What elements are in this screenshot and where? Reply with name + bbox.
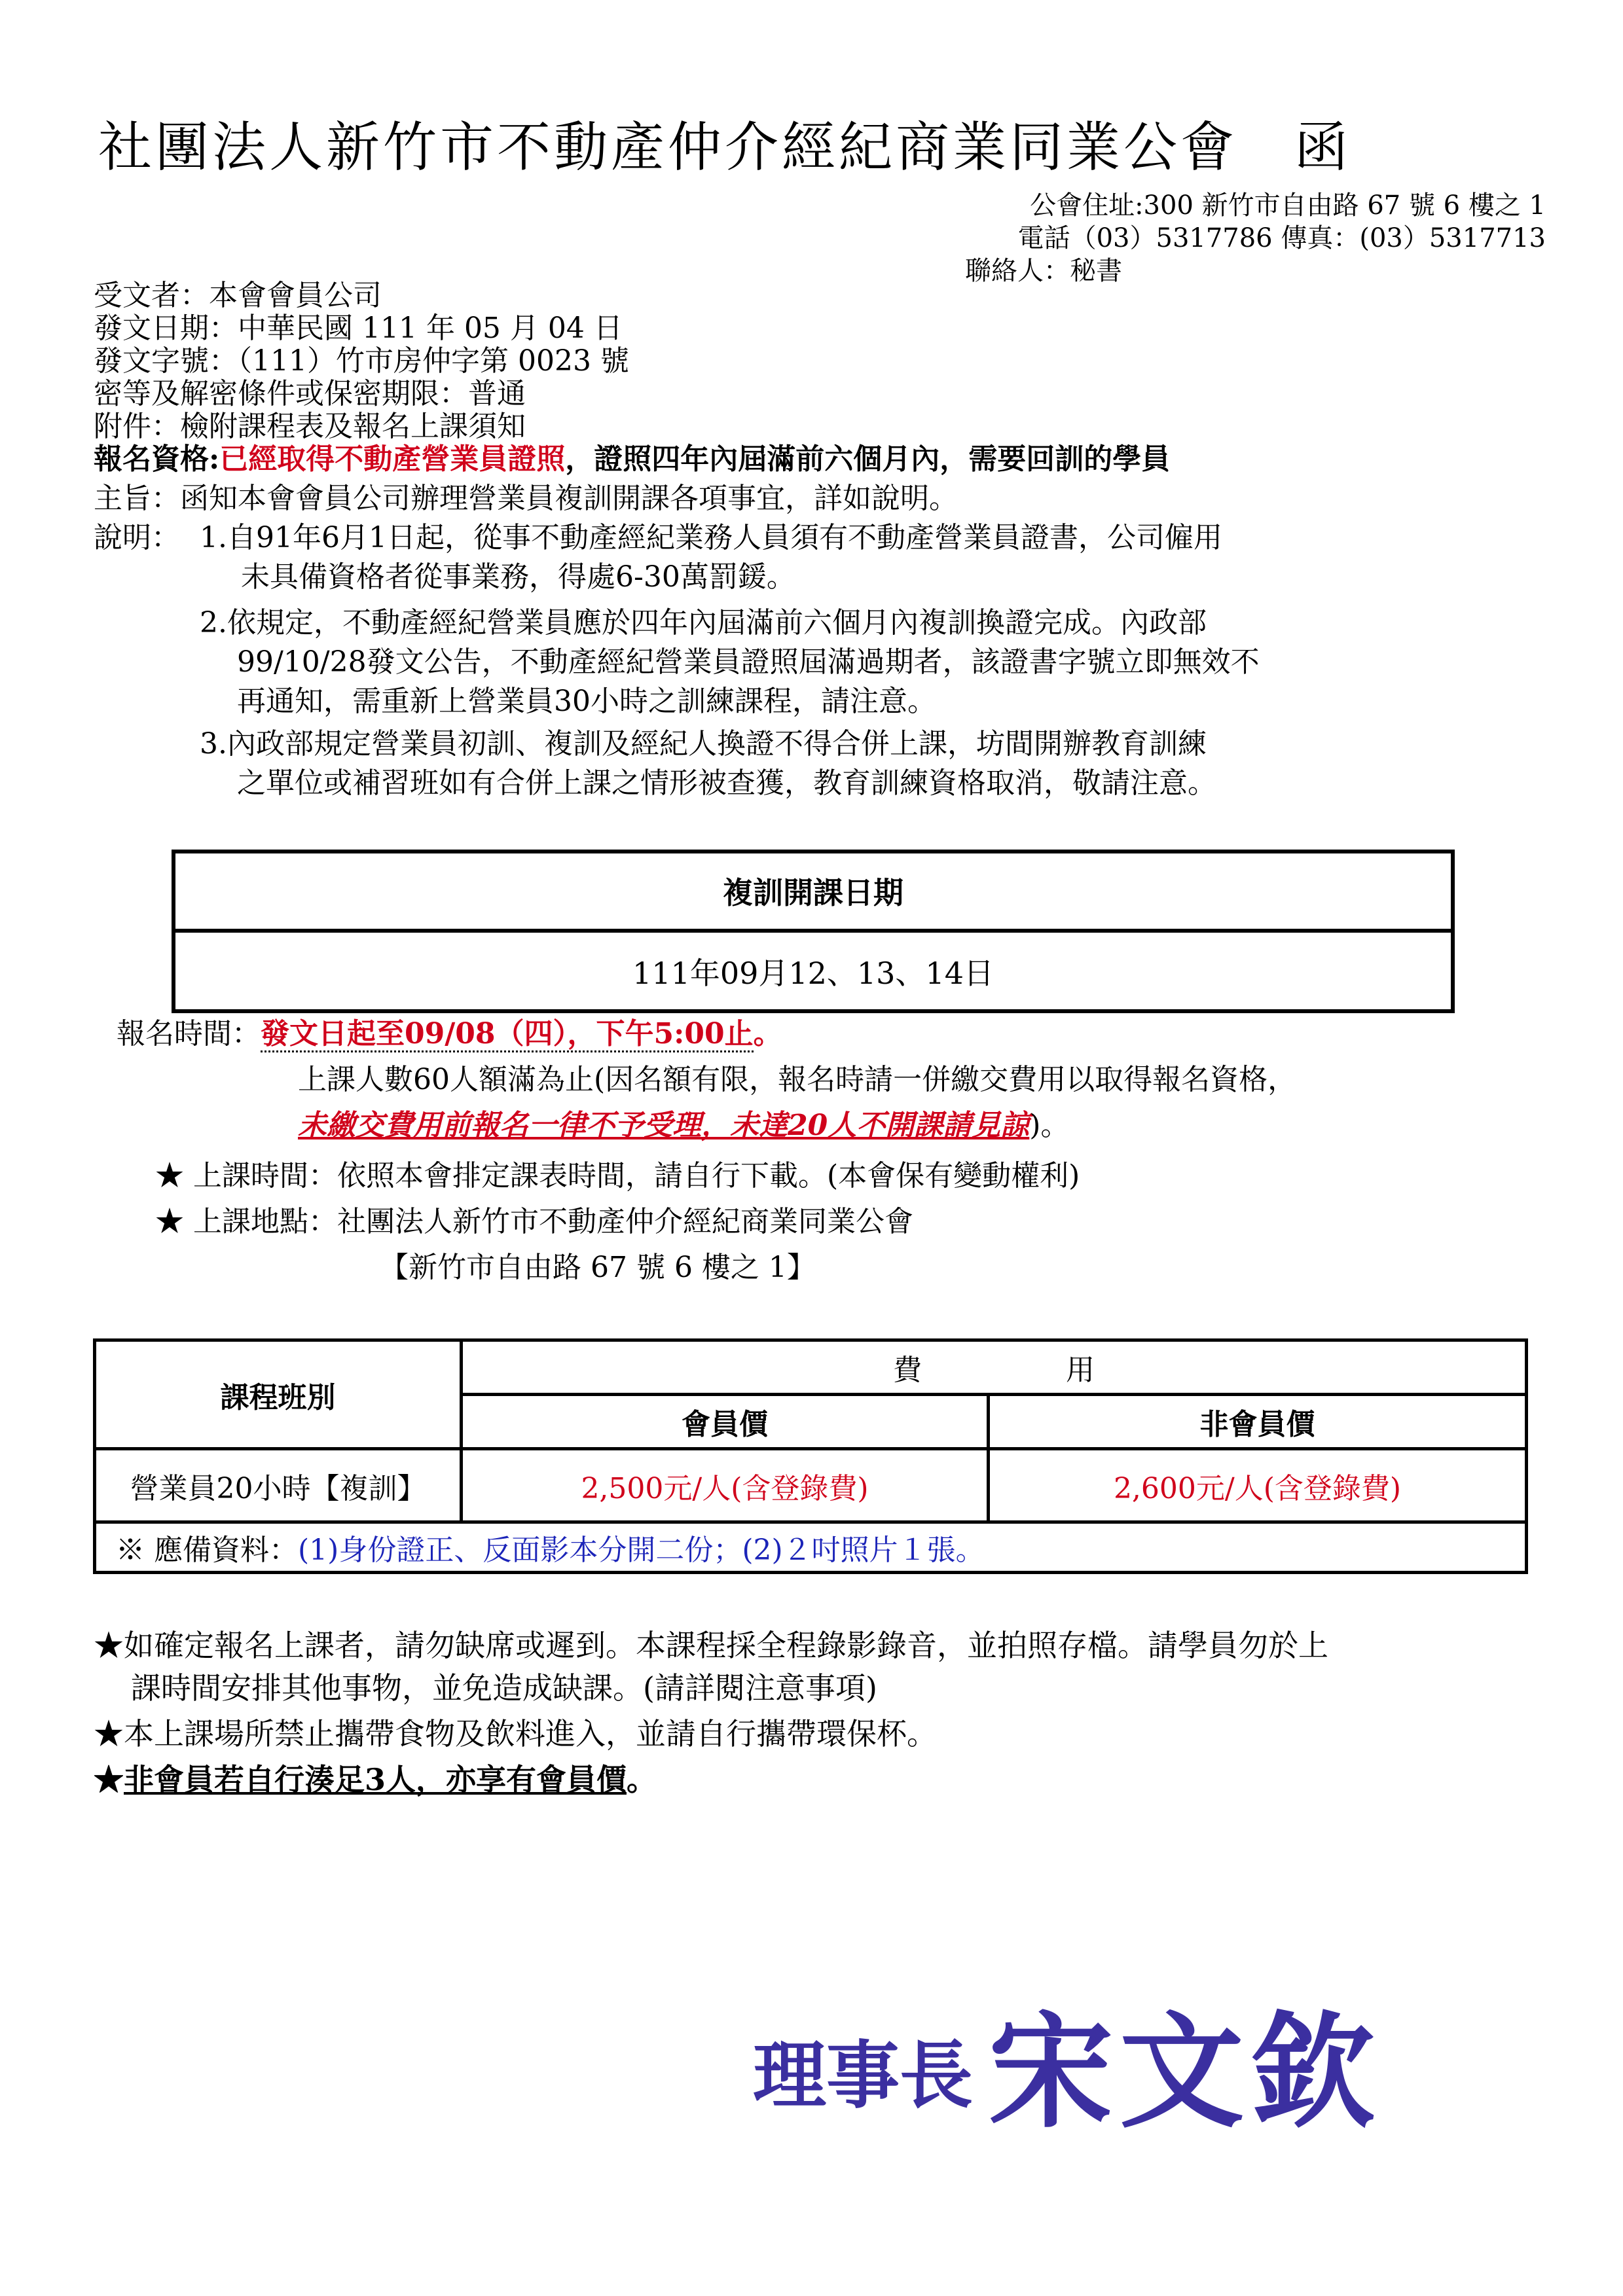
security-level: 密等及解密條件或保密期限：普通 xyxy=(94,377,526,410)
table-row xyxy=(95,1449,1527,1522)
note-attendance-line1: ★如確定報名上課者，請勿缺席或遲到。本課程採全程錄影錄音，並拍照存檔。請學員勿於上 xyxy=(94,1628,1328,1663)
course-date-header: 複訓開課日期 xyxy=(175,853,1451,933)
attachment: 附件：檢附課程表及報名上課須知 xyxy=(94,410,526,443)
course-date-box xyxy=(172,850,1455,1013)
member-price-cell: 2,500元/人(含登錄費) xyxy=(462,1449,989,1522)
recipient: 受文者：本會會員公司 xyxy=(94,279,382,312)
course-date-value: 111年09月12、13、14日 xyxy=(632,956,994,991)
registration-period: 報名時間：發文日起至09/08（四），下午5:00止。 xyxy=(117,1020,782,1049)
signature-title: 理事長 xyxy=(753,2033,973,2119)
required-documents-cell xyxy=(95,1522,1527,1572)
explanation-p2-line3: 再通知，需重新上營業員30小時之訓練課程，請注意。 xyxy=(237,685,936,718)
explanation-p1-line1: 1.自91年6月1日起，從事不動產經紀業務人員須有不動產營業員證書，公司僱用 xyxy=(200,521,1222,554)
issue-date: 發文日期：中華民國 111 年 05 月 04 日 xyxy=(94,312,623,345)
registration-warning: 未繳交費用前報名一律不予受理，未達20人不開課請見諒)。 xyxy=(298,1109,1070,1142)
association-contact: 聯絡人：秘書 xyxy=(965,256,1122,286)
col-fee-header: 費 用 xyxy=(462,1340,1527,1395)
chairman-signature-seal xyxy=(740,1977,1447,2147)
col-nonmember-header: 非會員價 xyxy=(989,1395,1527,1449)
class-time: ★ 上課時間：依照本會排定課表時間，請自行下載。(本會保有變動權利) xyxy=(155,1159,1080,1193)
col-course-header: 課程班別 xyxy=(95,1340,462,1449)
star-icon: ★ xyxy=(94,1762,124,1797)
registration-warning-text: 未繳交費用前報名一律不予受理，未達20人不開課請見諒 xyxy=(298,1109,1030,1142)
eligibility-rest: ，證照四年內屆滿前六個月內，需要回訓的學員 xyxy=(565,442,1171,476)
class-location-address: 【新竹市自由路 67 號 6 樓之 1】 xyxy=(380,1251,816,1284)
table-row xyxy=(95,1522,1527,1572)
subject: 主旨：函知本會會員公司辦理營業員複訓開課各項事宜，詳如說明。 xyxy=(94,482,958,515)
note-attendance-line2: 課時間安排其他事物，並免造成缺課。(請詳閱注意事項) xyxy=(131,1670,877,1706)
explanation-p3-line1: 3.內政部規定營業員初訓、複訓及經紀人換證不得合併上課，坊間開辦教育訓練 xyxy=(200,727,1207,761)
association-phone: 電話（03）5317786 傳真：(03）5317713 xyxy=(1017,223,1546,253)
course-name-cell: 營業員20小時【複訓】 xyxy=(95,1449,462,1522)
registration-label: 報名時間： xyxy=(117,1017,261,1050)
eligibility xyxy=(94,442,1171,476)
required-documents-label: ※ 應備資料： xyxy=(116,1533,298,1567)
required-documents-value: (1)身份證正、反面影本分開二份；(2)２吋照片１張。 xyxy=(298,1533,985,1567)
eligibility-label: 報名資格: xyxy=(94,442,220,476)
fee-table xyxy=(93,1338,1528,1574)
nonmember-price-cell: 2,600元/人(含登錄費) xyxy=(989,1449,1527,1522)
eligibility-highlight: 已經取得不動產營業員證照 xyxy=(219,442,566,476)
explanation-label: 說明： xyxy=(94,521,180,554)
document-number: 發文字號：（111）竹市房仲字第 0023 號 xyxy=(94,344,629,378)
group-discount-text: 非會員若自行湊足3人，亦享有會員價 xyxy=(124,1762,627,1797)
explanation-p3-line2: 之單位或補習班如有合併上課之情形被查獲，教育訓練資格取消，敬請注意。 xyxy=(237,766,1216,800)
signature-name: 宋文欽 xyxy=(989,1999,1382,2145)
registration-capacity: 上課人數60人額滿為止(因名額有限，報名時請一併繳交費用以取得報名資格， xyxy=(298,1063,1297,1096)
explanation-p2-line1: 2.依規定，不動產經紀營業員應於四年內屆滿前六個月內複訓換證完成。內政部 xyxy=(200,606,1207,639)
class-location: ★ 上課地點：社團法人新竹市不動產仲介經紀商業同業公會 xyxy=(155,1205,913,1238)
col-member-header: 會員價 xyxy=(462,1395,989,1449)
note-no-food: ★本上課場所禁止攜帶食物及飲料進入，並請自行攜帶環保杯。 xyxy=(94,1716,937,1751)
explanation-p2-line2: 99/10/28發文公告，不動產經紀營業員證照屆滿過期者，該證書字號立即無效不 xyxy=(237,645,1260,679)
registration-deadline: 發文日起至09/08（四），下午5:00止 xyxy=(261,1017,754,1052)
association-address: 公會住址:300 新竹市自由路 67 號 6 樓之 1 xyxy=(1030,190,1546,221)
letter-title: 社團法人新竹市不動產仲介經紀商業同業公會 函 xyxy=(98,117,1352,179)
explanation-p1-line2: 未具備資格者從事業務，得處6-30萬罰鍰。 xyxy=(241,560,795,594)
note-group-discount: ★非會員若自行湊足3人，亦享有會員價。 xyxy=(94,1762,657,1797)
